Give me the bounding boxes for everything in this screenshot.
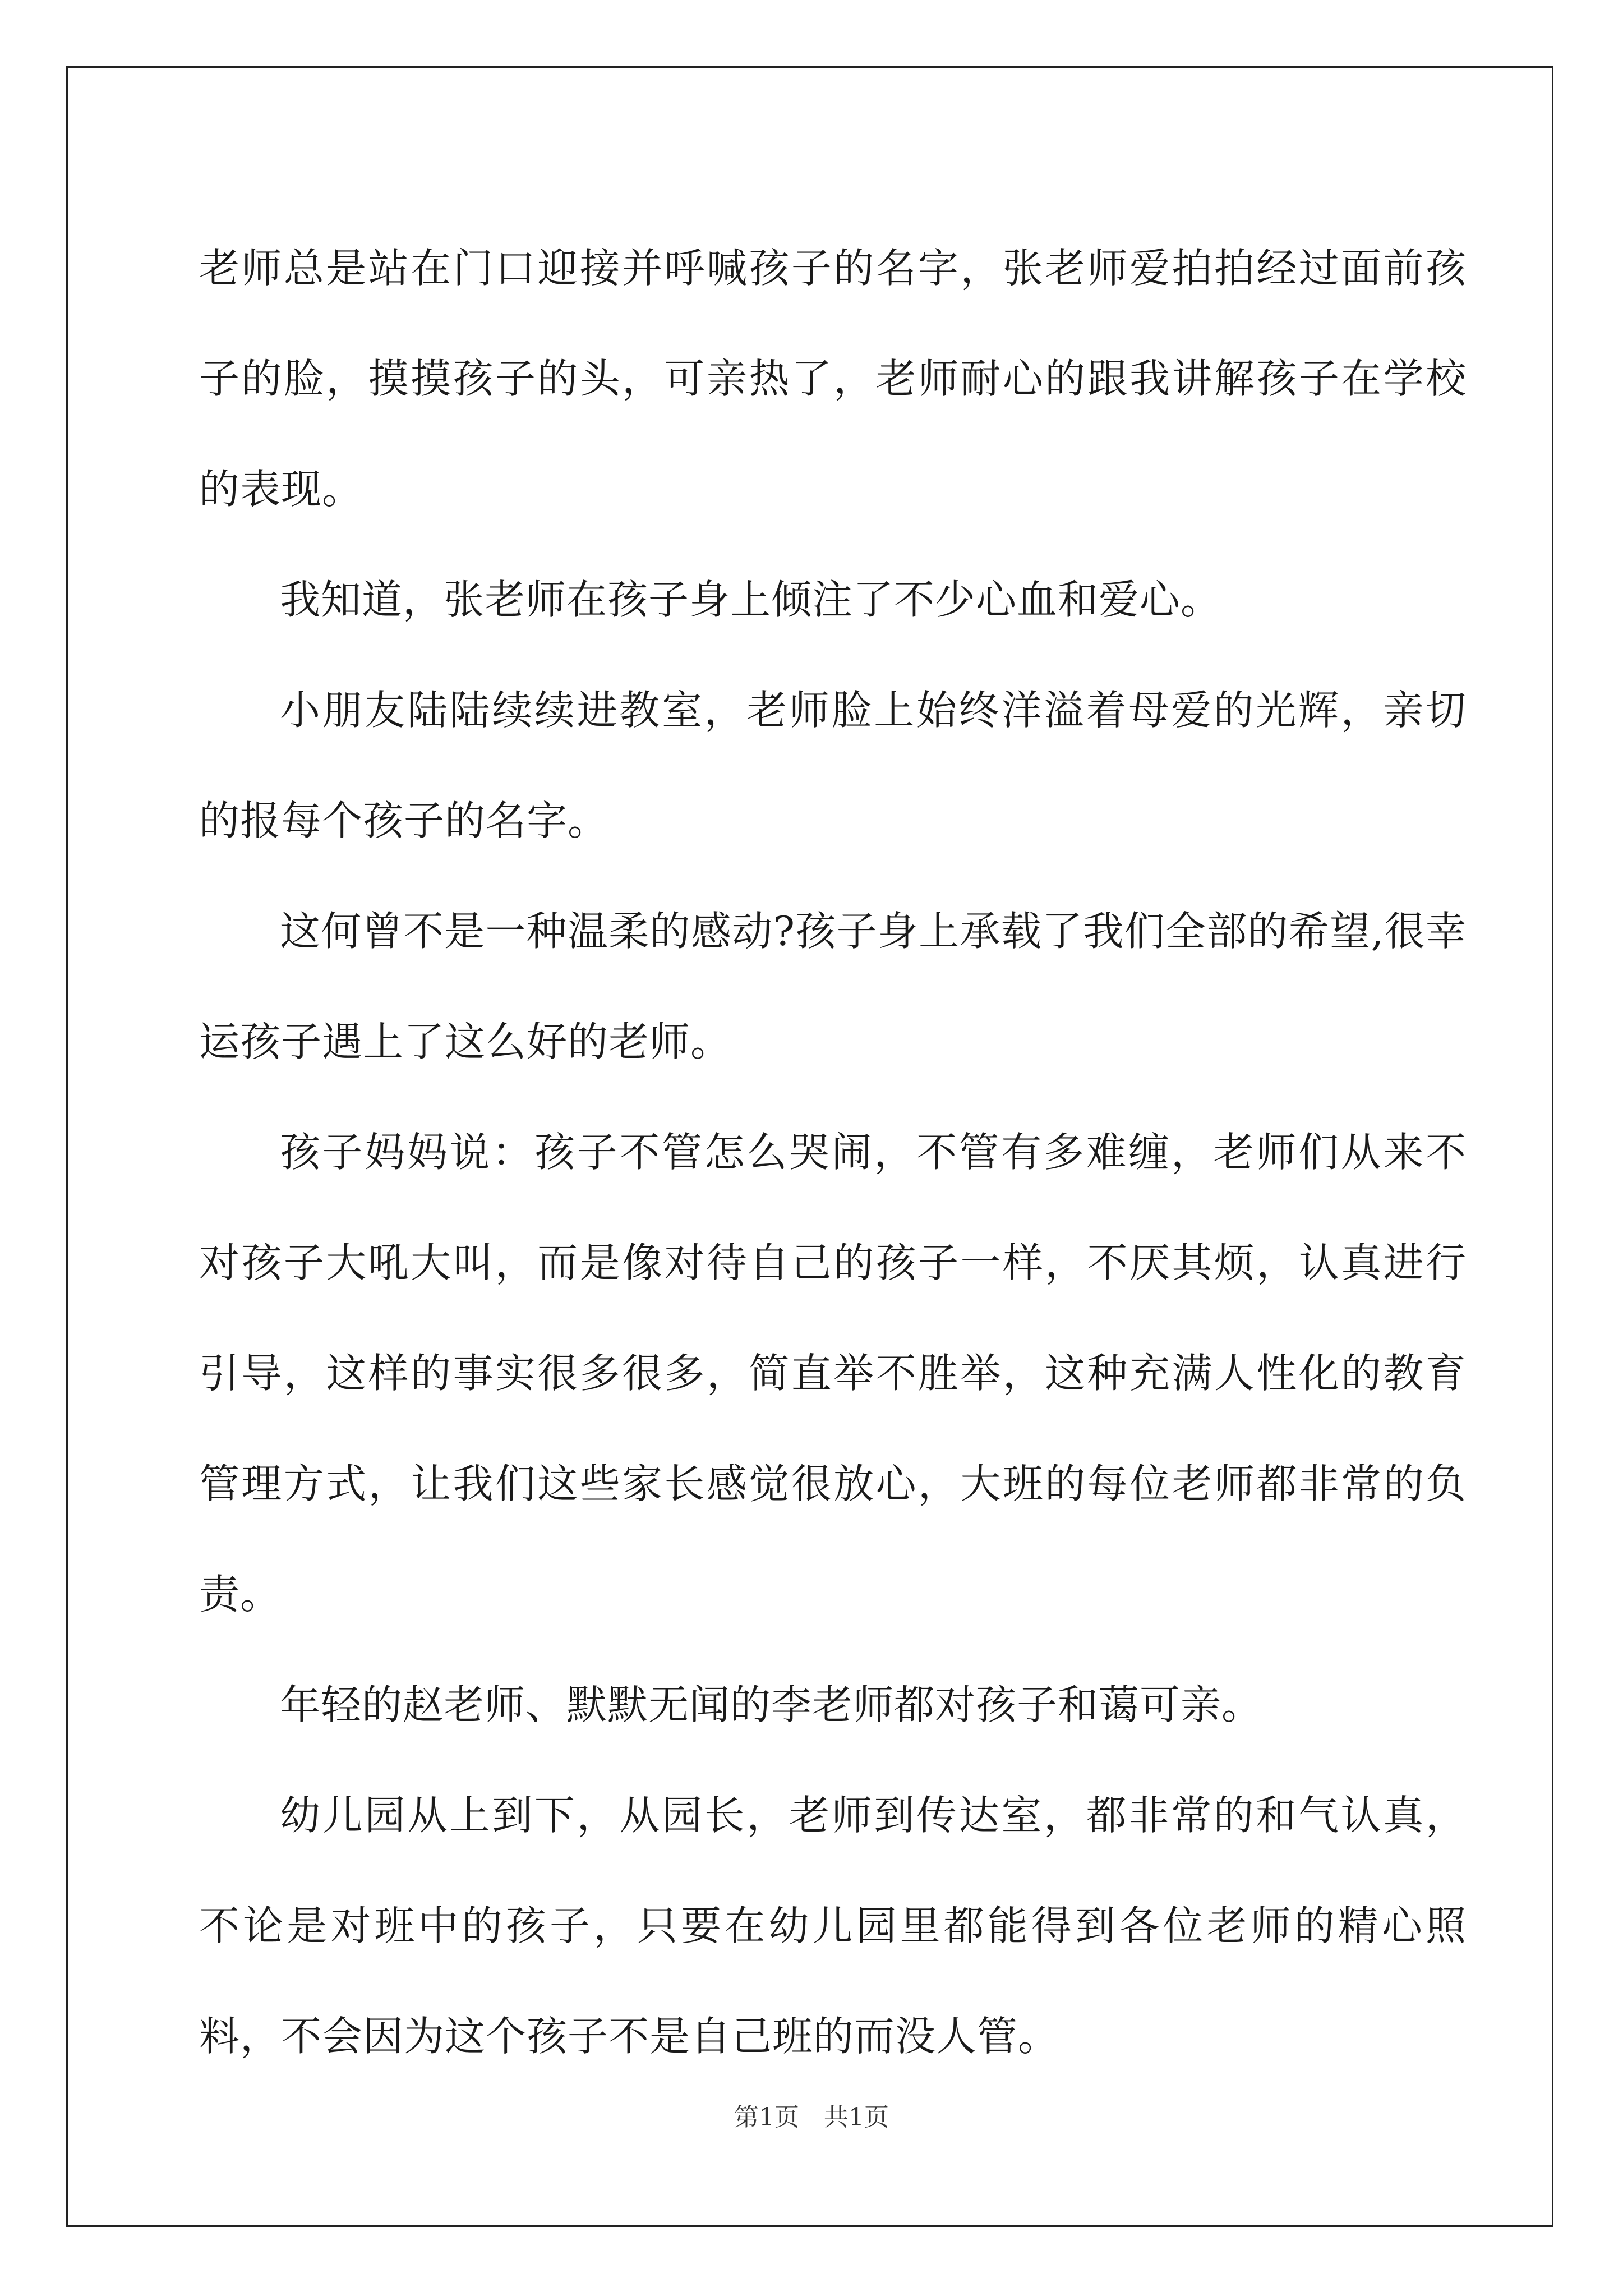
paragraph-7: 幼儿园从上到下，从园长，老师到传达室，都非常的和气认真，不论是对班中的孩子，只要在幼儿园里都能得到各位老师的精心照料，不会因为这个孩子不是自己班的而没人管。 — [199, 1792, 1467, 2060]
page-number-footer: 第1页 共1页 — [734, 2103, 889, 2132]
paragraph-1: 老师总是站在门口迎接并呼喊孩子的名字，张老师爱拍拍经过面前孩子的脸，摸摸孩子的头，可亲热了，老师耐心的跟我讲解孩子在学校的表现。 — [199, 245, 1467, 513]
paragraph-2: 我知道，张老师在孩子身上倾注了不少心血和爱心。 — [280, 576, 1222, 623]
paragraph-3: 小朋友陆陆续续进教室，老师脸上始终洋溢着母爱的光辉，亲切的报每个孩子的名字。 — [199, 687, 1467, 844]
paragraph-4: 这何曾不是一种温柔的感动?孩子身上承载了我们全部的希望,很幸运孩子遇上了这么好的老师。 — [199, 908, 1467, 1065]
document-body — [199, 213, 1467, 2092]
paragraph-6: 年轻的赵老师、默默无闻的李老师都对孩子和蔼可亲。 — [280, 1681, 1263, 1728]
paragraph-5: 孩子妈妈说：孩子不管怎么哭闹，不管有多难缠，老师们从来不对孩子大吼大叫，而是像对待自己的孩子一样，不厌其烦，认真进行引导，这样的事实很多很多，简直举不胜举，这种充满人性化的教育管理方式，让我们这些家长感觉很放心，大班的每位老师都非常的负责。 — [199, 1129, 1467, 1618]
